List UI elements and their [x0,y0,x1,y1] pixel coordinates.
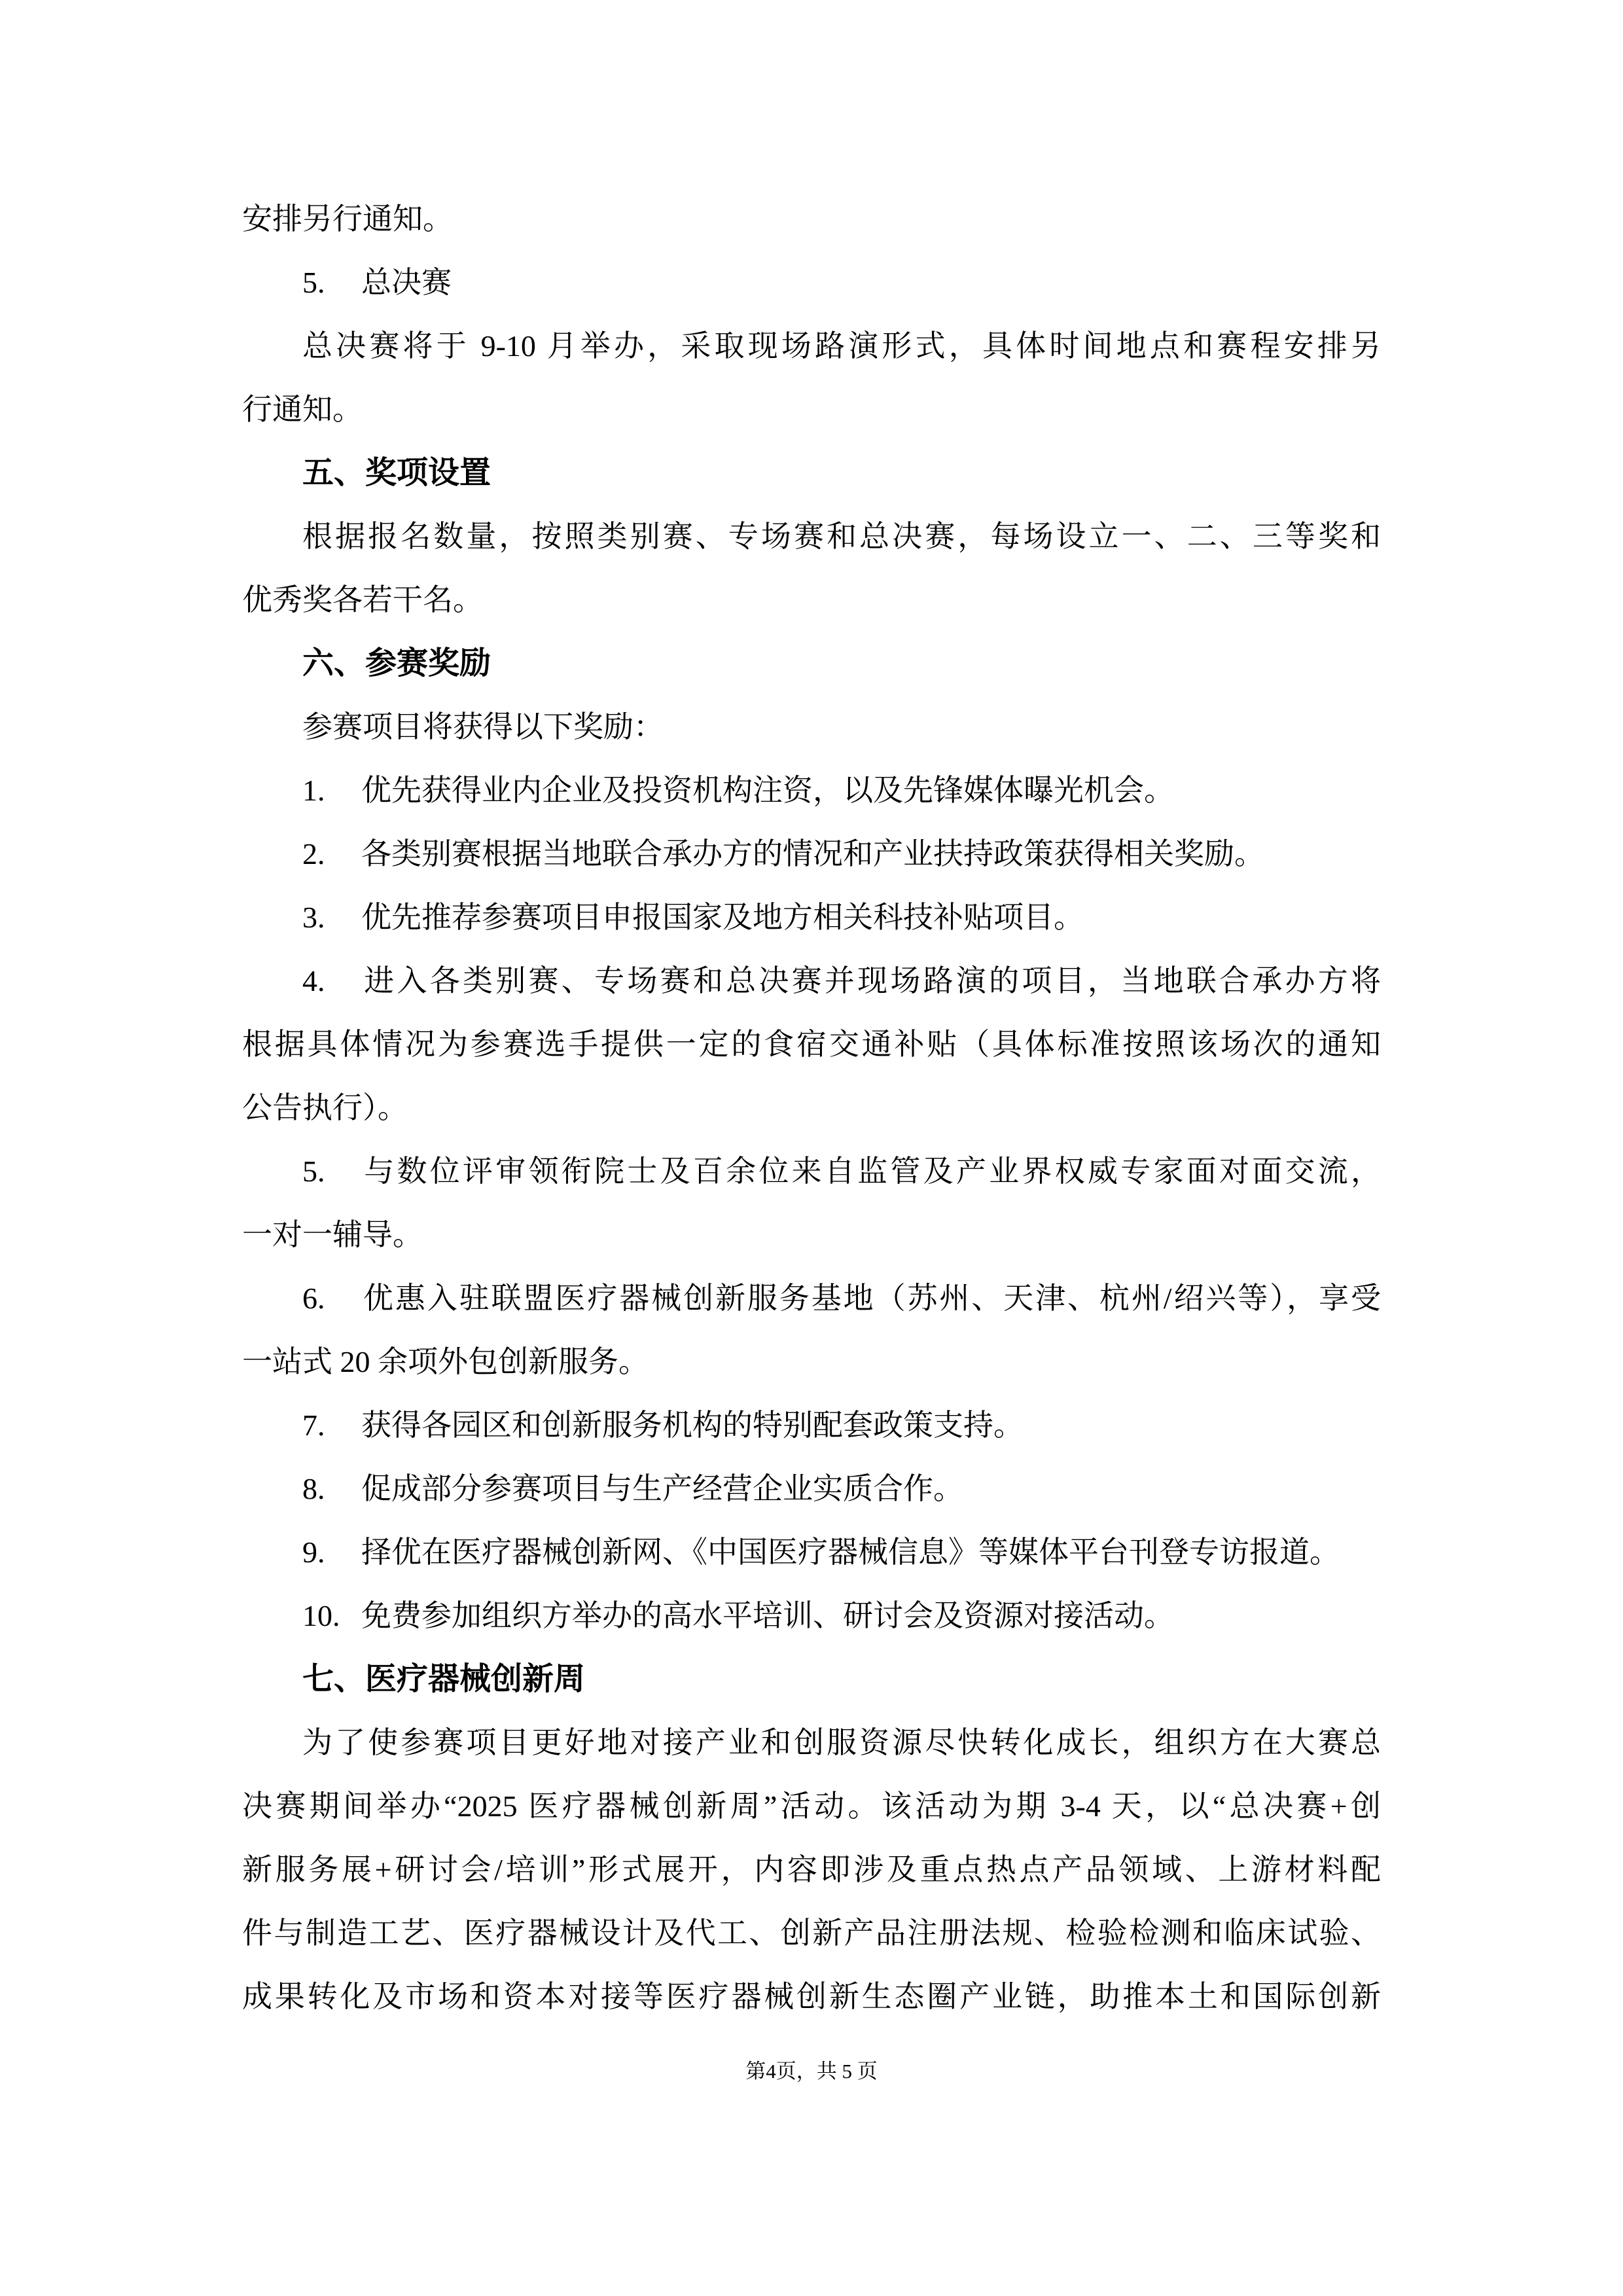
list-item [242,1584,1381,1647]
list-item [242,1457,1381,1520]
paragraph-line: 成果转化及市场和资本对接等医疗器械创新生态圈产业链，助推本土和国际创新 [242,1980,1381,2013]
paragraph-line: 总决赛将于 9-10 月举办，采取现场路演形式，具体时间地点和赛程安排另 [302,329,1381,363]
list-item-number: 5. [302,266,325,299]
paragraph-line: 一对一辅导。 [242,1218,423,1251]
list-item-number: 10. [302,1599,340,1632]
list-item-text: 总决赛 [361,266,452,299]
list-item [242,1393,1381,1457]
paragraph-line: 决赛期间举办“2025 医疗器械创新周”活动。该活动为期 3-4 天，以“总决赛+创 [242,1789,1381,1823]
list-item [242,1139,1381,1203]
page-footer: 第4页，共 5 页 [745,2060,878,2083]
paragraph-line: 为了使参赛项目更好地对接产业和创服资源尽快转化成长，组织方在大赛总 [302,1726,1381,1759]
list-item [242,822,1381,886]
list-item-text: 优先推荐参赛项目申报国家及地方相关科技补贴项目。 [361,901,1084,934]
paragraph-line: 一站式 20 余项外包创新服务。 [242,1345,649,1378]
paragraph-line: 件与制造工艺、医疗器械设计及代工、创新产品注册法规、检验检测和临床试验、 [242,1916,1381,1950]
list-item-number: 3. [302,901,325,934]
section-heading: 七、医疗器械创新周 [302,1662,586,1696]
list-item [242,949,1381,1013]
list-item-text: 促成部分参赛项目与生产经营企业实质合作。 [361,1472,963,1505]
list-item-text: 与数位评审领衔院士及百余位来自监管及产业界权威专家面对面交流， [361,1155,1381,1188]
list-item [242,1520,1381,1584]
list-item-text: 择优在医疗器械创新网、《中国医疗器械信息》等媒体平台刊登专访报道。 [361,1535,1340,1569]
list-item-number: 6. [302,1282,325,1315]
paragraph-line: 公告执行）。 [242,1091,408,1124]
list-item-text: 优先获得业内企业及投资机构注资，以及先锋媒体曝光机会。 [361,774,1174,807]
list-item-text: 免费参加组织方举办的高水平培训、研讨会及资源对接活动。 [361,1599,1174,1632]
list-item-number: 9. [302,1535,325,1569]
list-item-number: 4. [302,964,325,997]
paragraph-line: 根据报名数量，按照类别赛、专场赛和总决赛，每场设立一、二、三等奖和 [302,520,1381,553]
list-item [242,1266,1381,1330]
document-content [242,187,1381,2028]
list-item-number: 5. [302,1155,325,1188]
list-item [242,886,1381,949]
paragraph-line: 优秀奖各若干名。 [242,583,483,617]
section-heading: 五、奖项设置 [302,456,491,490]
paragraph-line: 新服务展+研讨会/培训”形式展开，内容即涉及重点热点产品领域、上游材料配 [242,1853,1381,1886]
paragraph-line: 行通知。 [242,393,363,426]
list-item-number: 8. [302,1472,325,1505]
paragraph-line: 安排另行通知。 [242,202,453,236]
paragraph-line: 参赛项目将获得以下奖励： [302,710,664,744]
list-item-text: 获得各园区和创新服务机构的特别配套政策支持。 [361,1408,1024,1442]
list-item-text: 优惠入驻联盟医疗器械创新服务基地（苏州、天津、杭州/绍兴等），享受 [361,1282,1381,1315]
list-item-number: 1. [302,774,325,807]
list-item [242,759,1381,822]
list-item-number: 2. [302,837,325,870]
list-item-number: 7. [302,1408,325,1442]
list-item [242,251,1381,314]
list-item-text: 各类别赛根据当地联合承办方的情况和产业扶持政策获得相关奖励。 [361,837,1264,870]
paragraph-line: 根据具体情况为参赛选手提供一定的食宿交通补贴（具体标准按照该场次的通知 [242,1028,1381,1061]
list-item-text: 进入各类别赛、专场赛和总决赛并现场路演的项目，当地联合承办方将 [361,964,1381,997]
section-heading: 六、参赛奖励 [302,646,491,681]
